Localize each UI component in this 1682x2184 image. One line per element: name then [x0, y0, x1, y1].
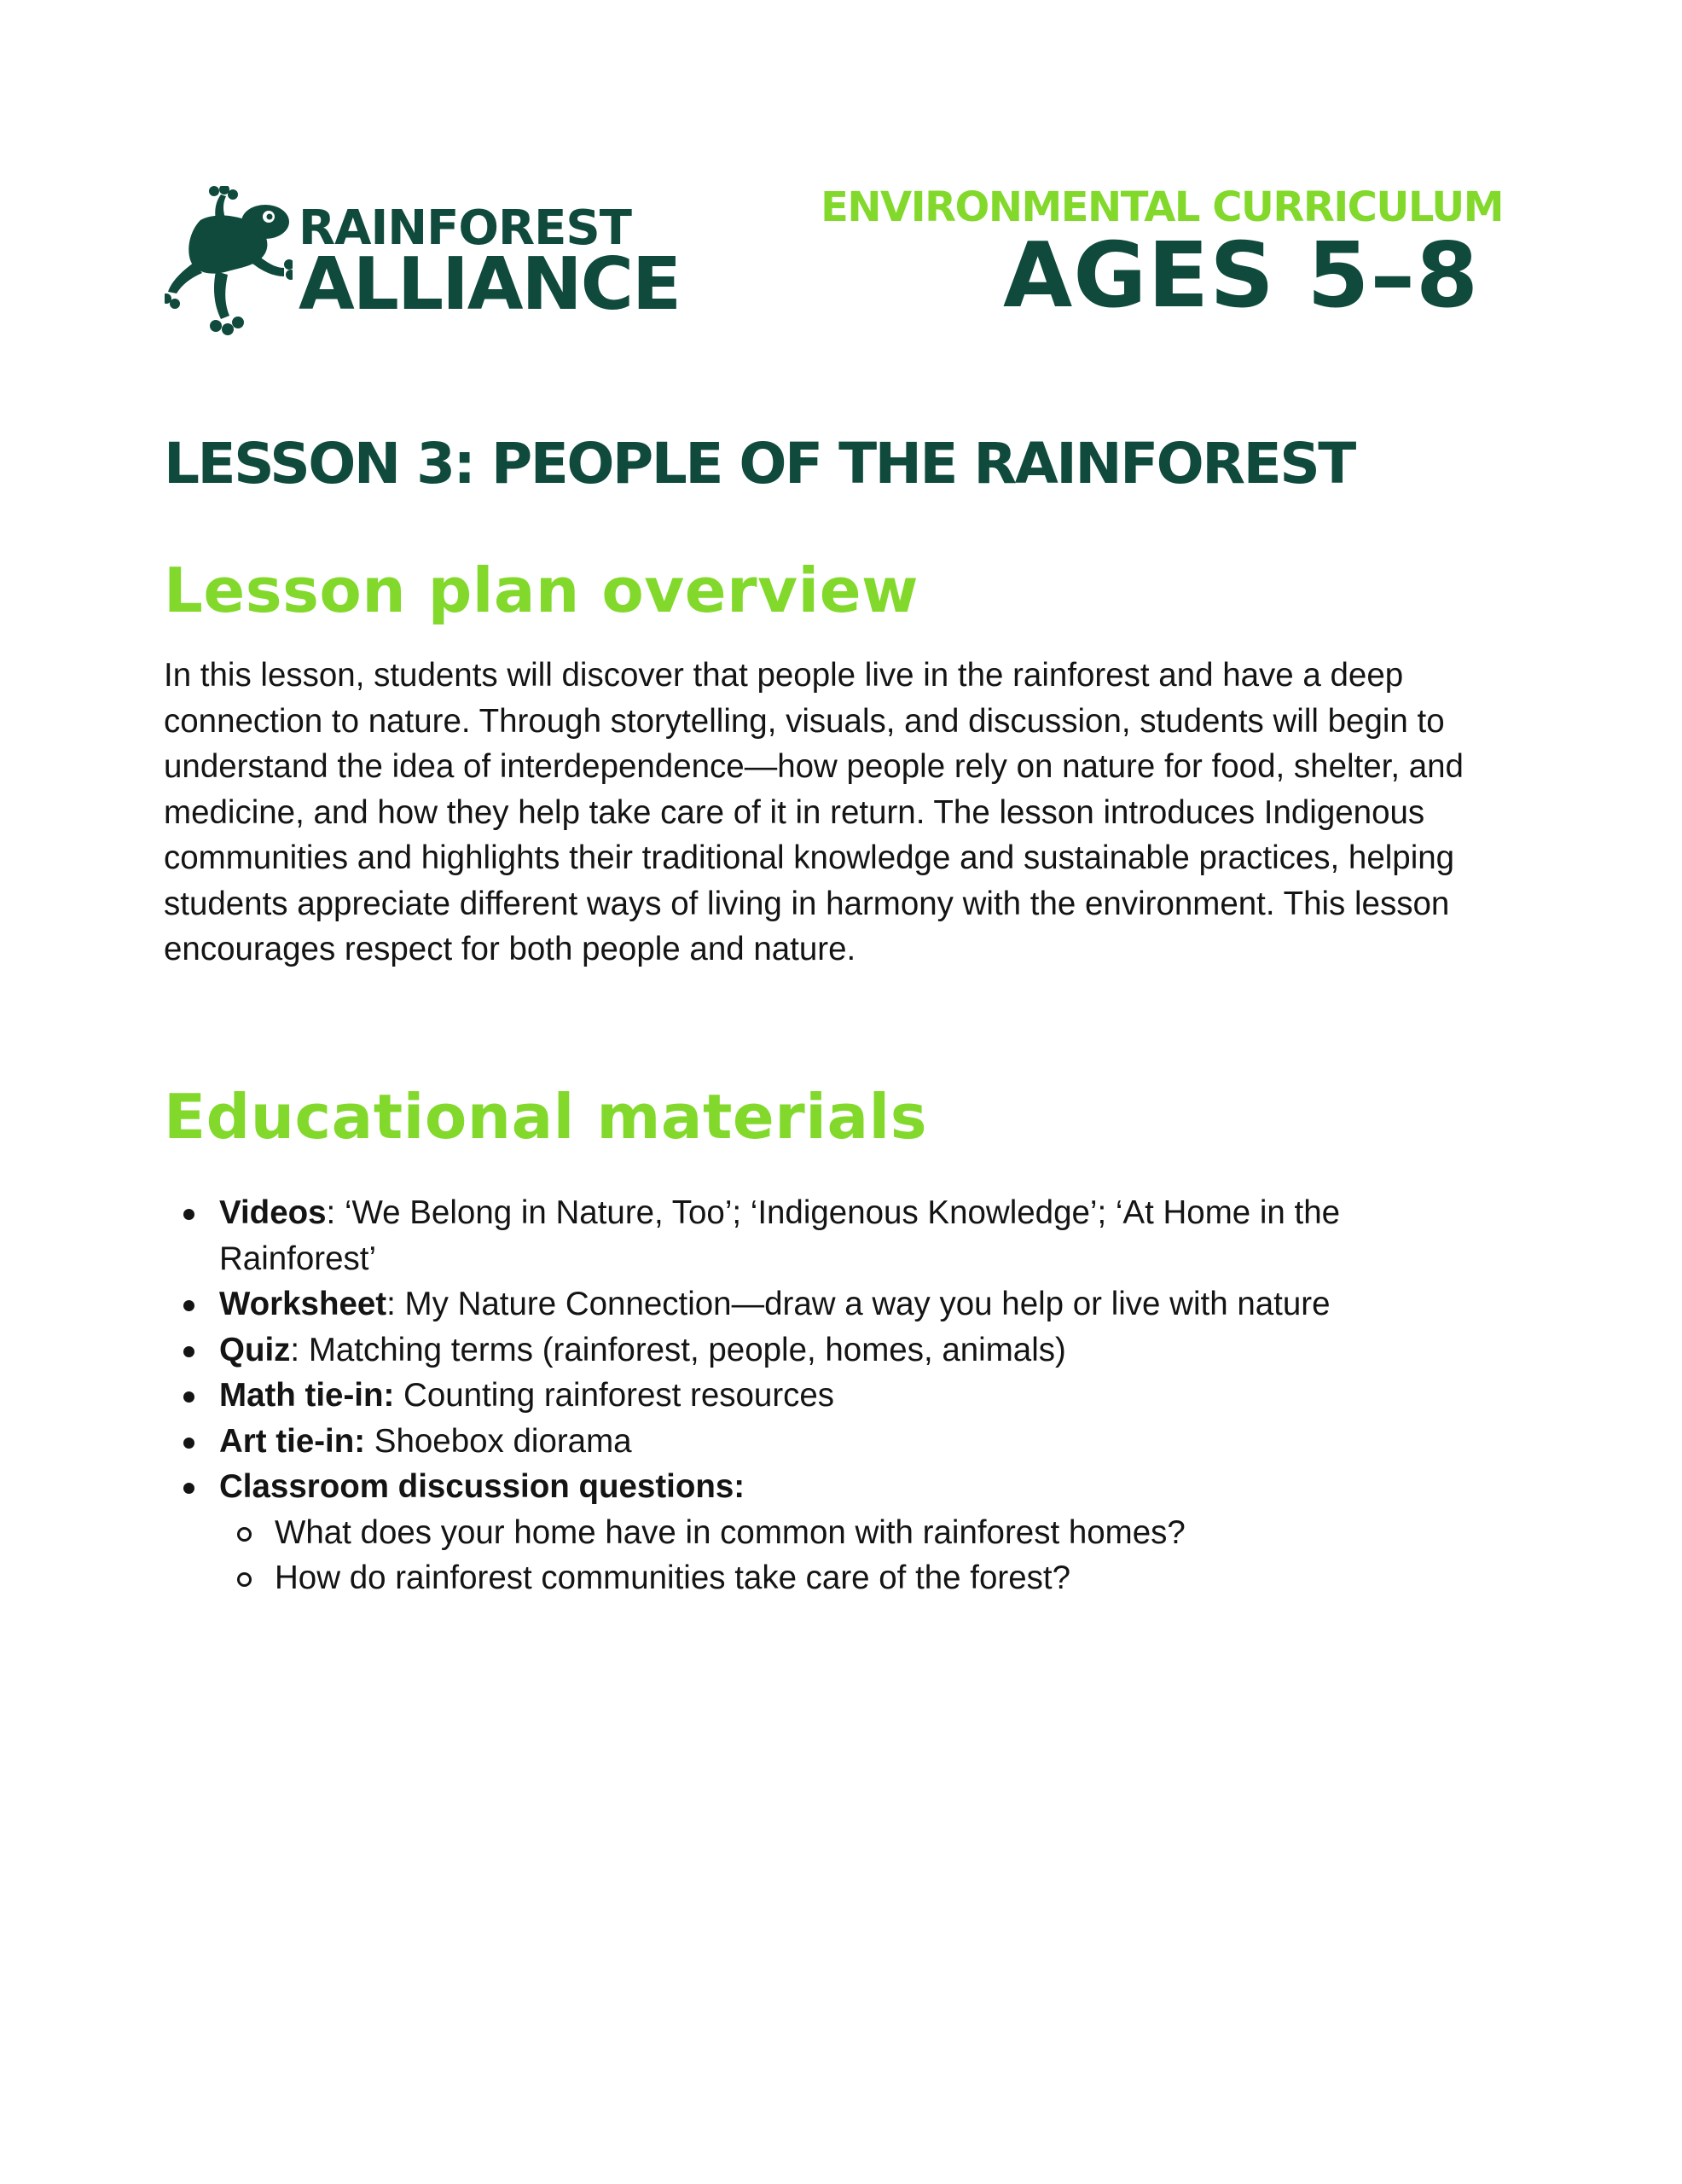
overview-paragraph: In this lesson, students will discover that people live in the rainforest and have a deep connection to nature. Through storytelling, visuals, and discussion, students will begin to understand the idea of interdependence—how people rely on nature for food, shelter, and medicine, and how they help take care of it in return. The lesson introduces Indigenous communities and highlights their traditional knowledge and sustainable practices, helping students appreciate different ways of living in harmony with the environment. This lesson encourages respect for both people and nature.: [164, 657, 1464, 967]
list-item-worksheet: [164, 1281, 1443, 1327]
item-text: Shoebox diorama: [374, 1422, 632, 1460]
item-label: Worksheet: [219, 1286, 387, 1322]
item-separator: [365, 1423, 374, 1460]
list-item-videos: [164, 1190, 1443, 1281]
item-separator: :: [290, 1331, 309, 1368]
list-item-art: [164, 1419, 1443, 1465]
item-label: Art tie-in:: [219, 1422, 366, 1460]
item-label: Classroom discussion questions:: [219, 1468, 745, 1505]
discussion-questions-list: [219, 1510, 1443, 1601]
item-label: Math tie-in:: [219, 1377, 395, 1414]
lesson-title: LESSON 3: PEOPLE OF THE RAINFOREST: [164, 431, 1354, 497]
list-item-math: [164, 1373, 1443, 1419]
item-text: ‘We Belong in Nature, Too’; ‘Indigenous Knowledge’; ‘At Home in the Rainforest’: [219, 1194, 1341, 1277]
item-separator: :: [386, 1286, 405, 1322]
age-range-label: AGES 5–8: [1003, 224, 1479, 328]
discussion-question: How do rainforest communities take care of the forest?: [219, 1555, 1443, 1601]
item-separator: [394, 1377, 403, 1414]
overview-heading: Lesson plan overview: [164, 555, 919, 626]
materials-list: [164, 1190, 1443, 1601]
item-separator: :: [326, 1194, 345, 1231]
frog-icon: [165, 186, 293, 335]
rainforest-alliance-logo: [165, 186, 681, 335]
item-label: Videos: [219, 1194, 327, 1231]
list-item-quiz: [164, 1327, 1443, 1374]
item-text: Counting rainforest resources: [403, 1377, 835, 1414]
materials-heading: Educational materials: [164, 1081, 928, 1153]
item-text: My Nature Connection—draw a way you help or live with nature: [404, 1286, 1331, 1322]
logo-wordmark: [299, 200, 681, 327]
item-label: Quiz: [219, 1331, 291, 1368]
item-text: Matching terms (rainforest, people, homes, animals): [308, 1331, 1066, 1368]
curriculum-label: ENVIRONMENTAL CURRICULUM: [821, 183, 1503, 231]
discussion-question: What does your home have in common with rainforest homes?: [219, 1510, 1443, 1556]
list-item-discussion: [164, 1464, 1443, 1601]
logo-wordmark-line1: RAINFOREST: [299, 200, 631, 256]
logo-wordmark-line2: ALLIANCE: [299, 242, 681, 327]
